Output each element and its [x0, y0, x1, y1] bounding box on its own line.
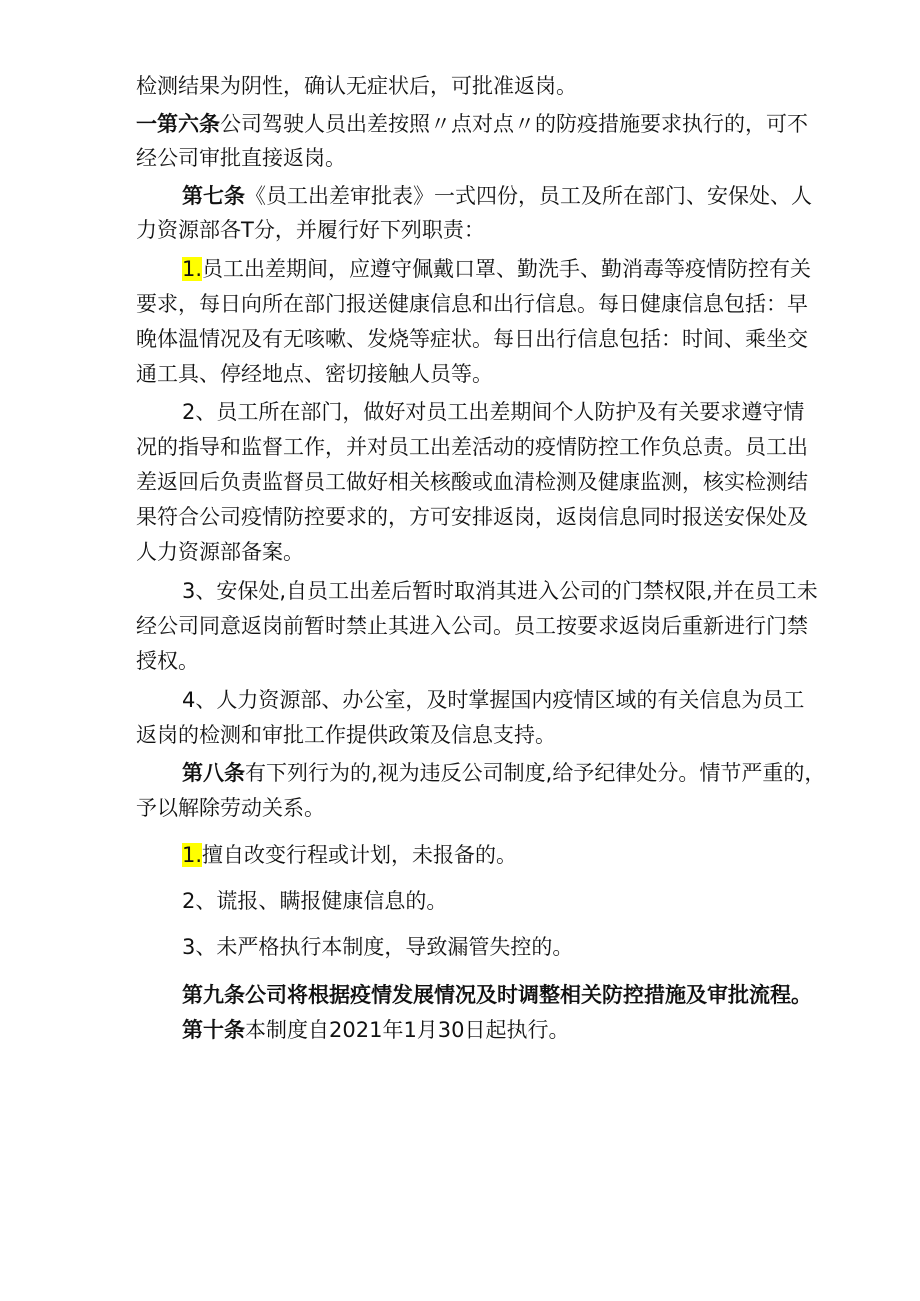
text-span: 公司驾驶人员出差按照〃点对点〃的防疫措施要求执行的，可不	[220, 112, 808, 136]
text-span: 《员工出差审批表》一式四份，员工及所在部门、安保处、人	[245, 184, 812, 208]
duty-1-line-2	[136, 290, 808, 318]
highlighted-number: 1.	[182, 843, 203, 867]
article-6-line-1	[136, 110, 808, 138]
duty-3-line-2	[136, 612, 808, 640]
highlighted-number: 1.	[182, 257, 203, 281]
text-line	[136, 72, 577, 100]
text-span: 返岗的检测和审批工作提供政策及信息支持。	[136, 723, 556, 747]
text-span: 检测结果为阴性，确认无症状后，可批准返岗。	[136, 74, 577, 98]
article-7-heading: 第七条	[182, 184, 245, 208]
duty-4-line-2	[136, 721, 556, 749]
text-span: 差返回后负责监督员工做好相关核酸或血清检测及健康监测，核实检测结	[136, 470, 808, 494]
penalty-3-line	[182, 933, 573, 961]
text-span: 员工出差期间，应遵守佩戴口罩、勤洗手、勤消毒等疫情防控有关	[202, 257, 812, 281]
article-8-heading: 第八条	[182, 761, 245, 785]
article-10-heading: 第十条	[182, 1018, 245, 1042]
duty-3-line-1	[182, 577, 818, 605]
text-span: 经公司同意返岗前暂时禁止其进入公司。员工按要求返岗后重新进行门禁	[136, 614, 808, 638]
article-6-heading: 一第六条	[136, 112, 220, 136]
duty-3-line-3	[136, 647, 199, 675]
article-7-line-1	[182, 182, 812, 210]
article-8-line-1	[182, 759, 825, 787]
text-span: 擅自改变行程或计划，未报备的。	[202, 843, 518, 867]
text-span: 有下列行为的,视为违反公司制度,给予纪律处分。情节严重的，	[245, 761, 826, 785]
penalty-1-line	[182, 841, 517, 869]
text-span: 力资源部各T分，并履行好下列职责：	[136, 218, 485, 242]
article-7-line-2	[136, 216, 485, 244]
text-span: 人力资源部备案。	[136, 540, 304, 564]
duty-2-line-3	[136, 468, 808, 496]
article-9-line	[182, 981, 812, 1009]
duty-2-line-2	[136, 433, 808, 461]
text-span: 3、安保处,自员工出差后暂时取消其进入公司的门禁权限,并在员工未	[182, 579, 818, 603]
article-10-line	[182, 1016, 570, 1044]
text-span: 2、员工所在部门，做好对员工出差期间个人防护及有关要求遵守情	[182, 400, 805, 424]
text-span: 予以解除劳动关系。	[136, 796, 325, 820]
penalty-2-line	[182, 887, 447, 915]
duty-1-line-4	[136, 360, 493, 388]
duty-2-line-5	[136, 538, 304, 566]
text-span: 晚体温情况及有无咳嗽、发烧等症状。每日出行信息包括：时间、乘坐交	[136, 327, 808, 351]
text-span: 4、人力资源部、办公室，及时掌握国内疫情区域的有关信息为员工	[182, 688, 805, 712]
text-span: 况的指导和监督工作，并对员工出差活动的疫情防控工作负总责。员工出	[136, 435, 808, 459]
text-span: 要求，每日向所在部门报送健康信息和出行信息。每日健康信息包括：早	[136, 292, 808, 316]
text-span: 通工具、停经地点、密切接触人员等。	[136, 362, 493, 386]
article-8-line-2	[136, 794, 325, 822]
text-span: 第九条公司将根据疫情发展情况及时调整相关防控措施及审批流程。	[182, 983, 812, 1007]
duty-2-line-4	[136, 503, 808, 531]
text-span: 2、谎报、瞒报健康信息的。	[182, 889, 448, 913]
duty-4-line-1	[182, 686, 804, 714]
article-6-line-2	[136, 144, 346, 172]
text-span: 3、未严格执行本制度，导致漏管失控的。	[182, 935, 574, 959]
duty-1-line-3	[136, 325, 808, 353]
text-span: 授权。	[136, 649, 199, 673]
text-span: 果符合公司疫情防控要求的，方可安排返岗，返岗信息同时报送安保处及	[136, 505, 808, 529]
text-span: 本制度自2021年1月30日起执行。	[245, 1018, 570, 1042]
duty-2-line-1	[182, 398, 804, 426]
duty-1-line-1	[182, 255, 811, 283]
text-span: 经公司审批直接返岗。	[136, 146, 346, 170]
